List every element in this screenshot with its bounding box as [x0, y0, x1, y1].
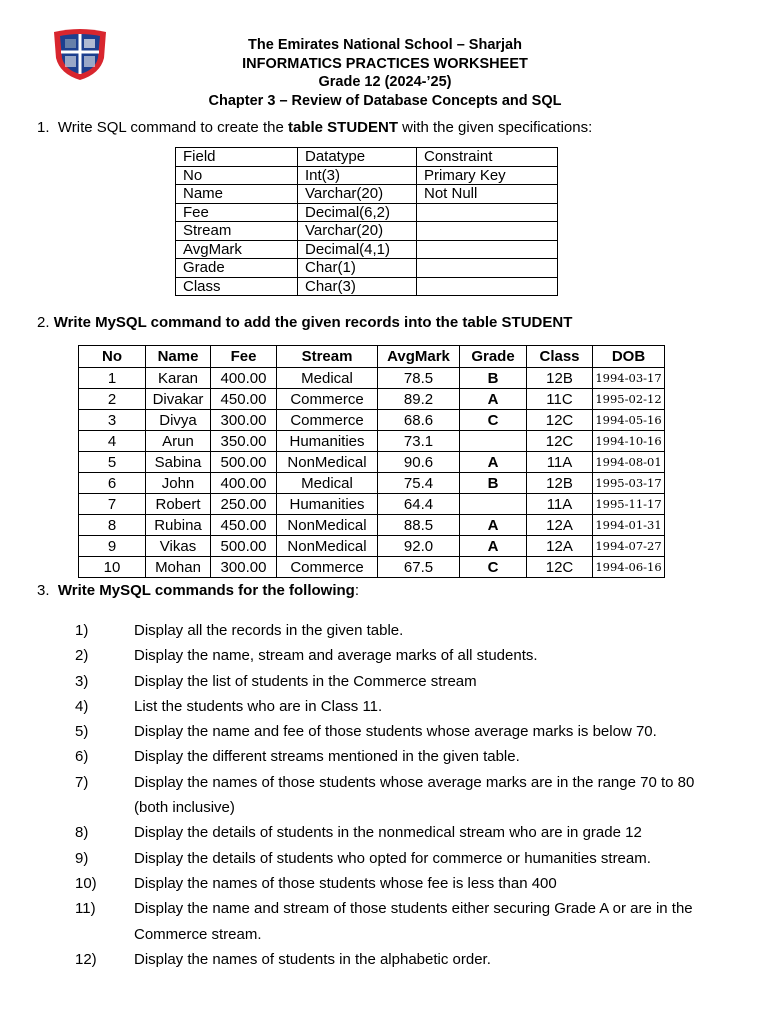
table-cell: 7 — [79, 494, 146, 515]
table-cell: Class — [176, 277, 298, 296]
table-cell: 1994-08-01 — [593, 452, 665, 473]
table-cell: A — [460, 452, 527, 473]
table-cell: 500.00 — [211, 452, 277, 473]
item-text: Display the list of students in the Commerce stream — [134, 672, 477, 690]
table-cell: 250.00 — [211, 494, 277, 515]
column-header: Constraint — [417, 148, 558, 167]
table-cell: Mohan — [146, 557, 211, 578]
table-cell: Robert — [146, 494, 211, 515]
item-number: 7) — [75, 773, 89, 791]
column-header: Datatype — [298, 148, 417, 167]
table-cell: 8 — [79, 515, 146, 536]
table-cell: B — [460, 368, 527, 389]
table-cell: Divakar — [146, 389, 211, 410]
list-item — [0, 820, 768, 845]
student-records-table — [78, 345, 665, 578]
grade-year: Grade 12 (2024-’25) — [318, 74, 452, 90]
school-name: The Emirates National School – Sharjah — [248, 37, 522, 53]
table-cell: 12A — [527, 536, 593, 557]
table-row — [176, 166, 558, 185]
table-cell: Vikas — [146, 536, 211, 557]
table-cell: 9 — [79, 536, 146, 557]
item-number: 5) — [75, 723, 89, 741]
table-cell: John — [146, 473, 211, 494]
table-row — [79, 557, 665, 578]
table-cell: C — [460, 557, 527, 578]
table-cell: Decimal(6,2) — [298, 203, 417, 222]
item-number: 11) — [75, 900, 96, 918]
table-cell: NonMedical — [277, 515, 378, 536]
item-number: 12) — [75, 950, 97, 968]
table-row — [79, 494, 665, 515]
column-header: Grade — [460, 346, 527, 368]
item-text: Display all the records in the given table. — [134, 622, 404, 639]
table-cell: A — [460, 536, 527, 557]
table-cell: 400.00 — [211, 368, 277, 389]
table-cell: 88.5 — [378, 515, 460, 536]
item-text: Display the name, stream and average marks of all students. — [134, 647, 538, 665]
item-number: 4) — [75, 697, 89, 715]
table-row — [176, 185, 558, 204]
table-cell: Grade — [176, 259, 298, 278]
table-cell: 11A — [527, 452, 593, 473]
table-cell: 300.00 — [211, 557, 277, 578]
table-cell: 1995-02-12 — [593, 389, 665, 410]
task-list — [0, 618, 768, 972]
list-item — [0, 947, 768, 972]
table-cell: 11A — [527, 494, 593, 515]
table-cell: 75.4 — [378, 473, 460, 494]
table-cell — [417, 277, 558, 296]
table-row — [79, 536, 665, 557]
item-text: Display the different streams mentioned in the given table. — [134, 748, 520, 766]
table-cell: 78.5 — [378, 368, 460, 389]
table-cell: 4 — [79, 431, 146, 452]
list-item — [0, 871, 768, 896]
table-row — [176, 240, 558, 259]
table-cell: 12A — [527, 515, 593, 536]
item-text: Display the name and stream of those students either securing Grade A or are in the Commerce stream. — [134, 900, 693, 943]
table-row — [176, 222, 558, 241]
school-logo — [50, 28, 110, 82]
question-2 — [37, 314, 768, 332]
table-cell: 1995-11-17 — [593, 494, 665, 515]
list-item — [0, 694, 768, 719]
question-number: 2. — [37, 314, 50, 331]
list-item — [0, 770, 768, 821]
table-row — [79, 389, 665, 410]
table-cell: 450.00 — [211, 515, 277, 536]
question-number: 1. — [37, 119, 50, 136]
student-spec-table — [175, 147, 558, 296]
table-cell: 12C — [527, 431, 593, 452]
item-number: 6) — [75, 748, 89, 766]
table-cell: Char(3) — [298, 277, 417, 296]
table-cell: Sabina — [146, 452, 211, 473]
table-cell: Varchar(20) — [298, 222, 417, 241]
table-cell: Medical — [277, 473, 378, 494]
table-cell: Divya — [146, 410, 211, 431]
item-number: 9) — [75, 849, 89, 867]
column-header: Field — [176, 148, 298, 167]
table-cell: A — [460, 515, 527, 536]
table-cell: Karan — [146, 368, 211, 389]
table-row — [176, 203, 558, 222]
table-cell: Int(3) — [298, 166, 417, 185]
table-cell — [417, 259, 558, 278]
table-cell: B — [460, 473, 527, 494]
item-number: 10) — [75, 874, 97, 892]
table-cell: 300.00 — [211, 410, 277, 431]
list-item — [0, 846, 768, 871]
table-cell: AvgMark — [176, 240, 298, 259]
item-text: Display the names of students in the alphabetic order. — [134, 950, 491, 968]
column-header: DOB — [593, 346, 665, 368]
table-cell: 67.5 — [378, 557, 460, 578]
list-item — [0, 643, 768, 668]
table-row — [176, 259, 558, 278]
table-cell: 1994-06-16 — [593, 557, 665, 578]
column-header: No — [79, 346, 146, 368]
table-cell: 11C — [527, 389, 593, 410]
table-cell: 450.00 — [211, 389, 277, 410]
table-cell — [417, 240, 558, 259]
table-cell: Humanities — [277, 494, 378, 515]
table-cell: Not Null — [417, 185, 558, 204]
item-text: Display the name and fee of those students whose average marks is below 70. — [134, 723, 657, 741]
table-cell: 6 — [79, 473, 146, 494]
list-item — [0, 719, 768, 744]
table-row — [79, 515, 665, 536]
table-cell: 400.00 — [211, 473, 277, 494]
table-cell: Stream — [176, 222, 298, 241]
worksheet-title: INFORMATICS PRACTICES WORKSHEET — [242, 55, 528, 72]
table-cell: 1994-05-16 — [593, 410, 665, 431]
table-row — [79, 431, 665, 452]
table-cell: 500.00 — [211, 536, 277, 557]
table-cell: Commerce — [277, 557, 378, 578]
table-cell: NonMedical — [277, 536, 378, 557]
item-number: 8) — [75, 824, 89, 842]
table-cell: A — [460, 389, 527, 410]
table-cell: 64.4 — [378, 494, 460, 515]
question-text: Write SQL command to create the — [57, 119, 288, 136]
table-cell: 1995-03-17 — [593, 473, 665, 494]
table-cell: 1994-07-27 — [593, 536, 665, 557]
item-number: 3) — [75, 672, 89, 690]
column-header: AvgMark — [378, 346, 460, 368]
table-row — [79, 452, 665, 473]
table-cell: 12B — [527, 368, 593, 389]
list-item — [0, 896, 768, 947]
item-text: Display the details of students in the nonmedical stream who are in grade 12 — [134, 824, 642, 842]
header-row — [79, 346, 665, 368]
question-1 — [37, 119, 768, 137]
item-text: Display the details of students who opted for commerce or humanities stream. — [134, 849, 651, 867]
table-cell: Medical — [277, 368, 378, 389]
question-text: Write MySQL command to add the given records into the table STUDENT — [53, 314, 573, 331]
table-cell: Humanities — [277, 431, 378, 452]
column-header: Fee — [211, 346, 277, 368]
question-bold-text: table STUDENT — [287, 119, 398, 136]
table-cell: 3 — [79, 410, 146, 431]
item-number: 2) — [75, 647, 89, 665]
table-cell: NonMedical — [277, 452, 378, 473]
table-cell: 5 — [79, 452, 146, 473]
table-cell: 2 — [79, 389, 146, 410]
table-cell: Arun — [146, 431, 211, 452]
table-row — [176, 277, 558, 296]
table-cell — [460, 494, 527, 515]
table-cell: 12B — [527, 473, 593, 494]
table-cell: 1994-03-17 — [593, 368, 665, 389]
table-cell: Fee — [176, 203, 298, 222]
question-3 — [37, 582, 768, 600]
table-cell: 12C — [527, 410, 593, 431]
table-row — [79, 473, 665, 494]
table-cell: Name — [176, 185, 298, 204]
item-text: Display the names of those students whose average marks are in the range 70 to 80 (both inclusive) — [134, 773, 695, 817]
question-text: with the given specifications: — [397, 119, 593, 136]
table-cell — [417, 203, 558, 222]
table-cell: Primary Key — [417, 166, 558, 185]
column-header: Name — [146, 346, 211, 368]
table-cell: 1994-10-16 — [593, 431, 665, 452]
list-item — [0, 669, 768, 694]
header-row — [176, 148, 558, 167]
column-header: Class — [527, 346, 593, 368]
table-cell: 90.6 — [378, 452, 460, 473]
table-cell: No — [176, 166, 298, 185]
table-cell: Decimal(4,1) — [298, 240, 417, 259]
question-colon: : — [354, 582, 359, 599]
item-number: 1) — [75, 622, 89, 639]
table-cell: 350.00 — [211, 431, 277, 452]
question-text: Write MySQL commands for the following — [57, 582, 355, 599]
table-cell: 1994-01-31 — [593, 515, 665, 536]
table-row — [79, 368, 665, 389]
table-cell: 92.0 — [378, 536, 460, 557]
table-cell: 68.6 — [378, 410, 460, 431]
item-text: List the students who are in Class 11. — [134, 697, 383, 715]
document-header — [150, 36, 620, 110]
table-cell: C — [460, 410, 527, 431]
table-cell: 89.2 — [378, 389, 460, 410]
table-cell: 10 — [79, 557, 146, 578]
chapter-title: Chapter 3 – Review of Database Concepts and SQL — [208, 92, 562, 109]
table-cell: Commerce — [277, 389, 378, 410]
table-cell: Rubina — [146, 515, 211, 536]
table-row — [79, 410, 665, 431]
column-header: Stream — [277, 346, 378, 368]
table-cell: 1 — [79, 368, 146, 389]
table-cell: Varchar(20) — [298, 185, 417, 204]
list-item — [0, 618, 768, 643]
table-cell: Commerce — [277, 410, 378, 431]
table-cell: Char(1) — [298, 259, 417, 278]
table-cell: 12C — [527, 557, 593, 578]
table-cell — [460, 431, 527, 452]
table-cell — [417, 222, 558, 241]
table-cell: 73.1 — [378, 431, 460, 452]
question-number: 3. — [37, 582, 50, 599]
list-item — [0, 744, 768, 769]
item-text: Display the names of those students whose fee is less than 400 — [134, 874, 557, 892]
